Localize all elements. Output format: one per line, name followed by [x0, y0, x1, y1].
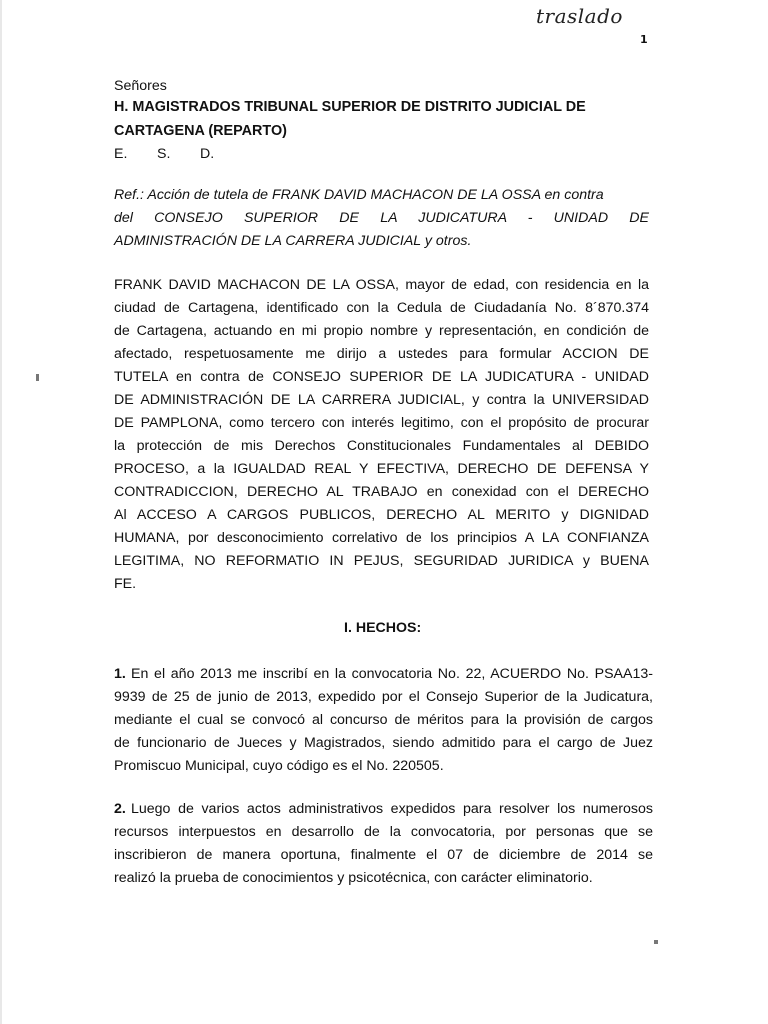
- intro-line: DE PAMPLONA, como tercero con interés legitimo, con el propósito de procurar: [114, 415, 649, 431]
- handwritten-annotation: traslado: [536, 4, 623, 28]
- intro-line: PROCESO, a la IGUALDAD REAL Y EFECTIVA, DERECHO DE DEFENSA Y: [114, 461, 649, 477]
- fact-line: inscribieron de manera oportuna, finalmente el 07 de diciembre de 2014 se: [114, 847, 653, 863]
- esd-e: E.: [114, 146, 128, 162]
- scan-edge: [0, 0, 2, 1024]
- greeting: Señores: [114, 78, 167, 94]
- intro-line: LEGITIMA, NO REFORMATIO IN PEJUS, SEGURIDAD JURIDICA y BUENA: [114, 553, 649, 569]
- fact-line: mediante el cual se convocó al concurso de méritos para la provisión de cargos: [114, 712, 653, 728]
- fact-1-number: 1.: [114, 666, 126, 682]
- intro-line: HUMANA, por desconocimiento correlativo de los principios A LA CONFIANZA: [114, 530, 649, 546]
- fact-line: Luego de varios actos administrativos expedidos para resolver los numerosos: [131, 801, 653, 817]
- reference-line-1: Ref.: Acción de tutela de FRANK DAVID MACHACON DE LA OSSA en contra: [114, 187, 604, 203]
- fact-line: de funcionario de Jueces y Magistrados, siendo admitido para el cargo de Juez: [114, 735, 653, 751]
- reference-line-3: ADMINISTRACIÓN DE LA CARRERA JUDICIAL y otros.: [114, 233, 472, 249]
- intro-line: DE ADMINISTRACIÓN DE LA CARRERA JUDICIAL, y contra la UNIVERSIDAD: [114, 392, 649, 408]
- scan-speck: [36, 374, 39, 381]
- intro-line: CONTRADICCION, DERECHO AL TRABAJO en conexidad con el DERECHO: [114, 484, 649, 500]
- intro-line: TUTELA en contra de CONSEJO SUPERIOR DE LA JUDICATURA - UNIDAD: [114, 369, 649, 385]
- fact-line: realizó la prueba de conocimientos y psicotécnica, con carácter eliminatorio.: [114, 870, 593, 886]
- section-heading: I. HECHOS:: [344, 620, 422, 636]
- esd-s: S.: [157, 146, 171, 162]
- fact-line: recursos interpuestos en desarrollo de la convocatoria, por personas que se: [114, 824, 653, 840]
- fact-line: 9939 de 25 de junio de 2013, expedido por el Consejo Superior de la Judicatura,: [114, 689, 653, 705]
- intro-line: FRANK DAVID MACHACON DE LA OSSA, mayor de edad, con residencia en la: [114, 277, 649, 293]
- page-number: 1: [640, 33, 648, 46]
- esd-d: D.: [200, 146, 215, 162]
- intro-line: la protección de mis Derechos Constitucionales Fundamentales al DEBIDO: [114, 438, 649, 454]
- intro-line: de Cartagena, actuando en mi propio nombre y representación, en condición de: [114, 323, 649, 339]
- fact-2-number: 2.: [114, 801, 126, 817]
- fact-line: Promiscuo Municipal, cuyo código es el No. 220505.: [114, 758, 444, 774]
- intro-line: afectado, respetuosamente me dirijo a ustedes para formular ACCION DE: [114, 346, 649, 362]
- reference-line-2: del CONSEJO SUPERIOR DE LA JUDICATURA - UNIDAD DE: [114, 210, 649, 226]
- scan-speck: [654, 940, 658, 944]
- intro-line: ciudad de Cartagena, identificado con la Cedula de Ciudadanía No. 8´870.374: [114, 300, 649, 316]
- intro-line: FE.: [114, 576, 137, 592]
- intro-line: Al ACCESO A CARGOS PUBLICOS, DERECHO AL MERITO y DIGNIDAD: [114, 507, 649, 523]
- fact-line: En el año 2013 me inscribí en la convocatoria No. 22, ACUERDO No. PSAA13-: [131, 666, 653, 682]
- addressee-line-2: CARTAGENA (REPARTO): [114, 123, 287, 139]
- addressee-line-1: H. MAGISTRADOS TRIBUNAL SUPERIOR DE DISTRITO JUDICIAL DE: [114, 99, 586, 115]
